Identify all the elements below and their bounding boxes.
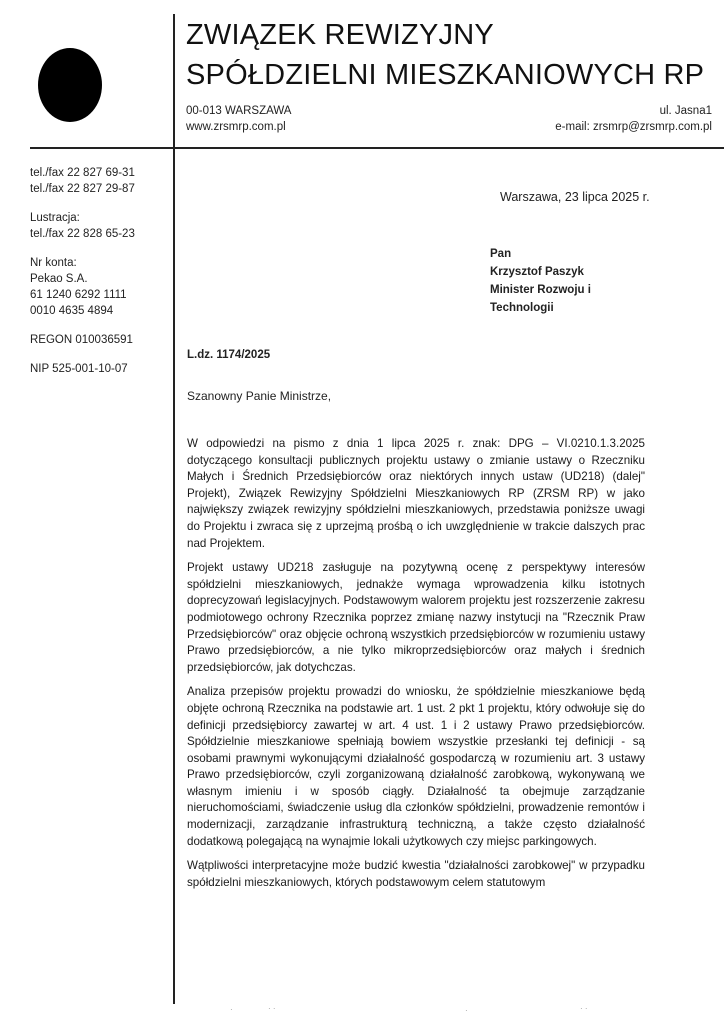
account-label: Nr konta:: [30, 257, 77, 269]
org-name-line1: ZWIĄZEK REWIZYJNY: [186, 19, 494, 51]
body-paragraph: Wątpliwości interpretacyjne może budzić kwestia "działalności zarobkowej" w przypadku spółdzielni mieszkaniowych, których podstawowym celem statutowym: [187, 859, 645, 889]
regon-number: REGON 010036591: [30, 334, 133, 346]
inspection-group: [30, 210, 170, 242]
letter-date: Warszawa, 23 lipca 2025 r.: [500, 190, 650, 204]
body-paragraph: W odpowiedzi na pismo z dnia 1 lipca 2025 r. znak: DPG – VI.0210.1.3.2025 dotyczącego konsultacji publicznych projektu ustawy o zmianie ustawy o Rzeczniku Małych i Średnich Przedsiębiorców oraz niektórych innych ustaw (UD218) (dalej" Projekt), Związek Rewizyjny Spółdzielni Mieszkaniowych RP (ZRSM RP) w jako największy związek rewizyjny spółdzielni mieszkaniowych, przedstawia poniższe uwagi do Projektu i zwraca się z uprzejmą prośbą o ich uwzględnienie w trakcie dalszych prac nad Projektem.: [187, 437, 645, 550]
addressee-line: Technologii: [490, 302, 554, 314]
postal-city: 00-013 WARSZAWA: [186, 105, 292, 117]
scan-speck: · ·: [580, 1004, 588, 1013]
inspection-label: Lustracja:: [30, 212, 80, 224]
addressee-line: Krzysztof Paszyk: [490, 266, 584, 278]
body-paragraph: Analiza przepisów projektu prowadzi do wniosku, że spółdzielnie mieszkaniowe będą objęte ochroną Rzecznika na podstawie art. 1 ust. 2 pkt 1 projektu, który odwołuje się do definicji przedsiębiorcy zawartej w art. 4 ust. 1 i 2 ustawy Prawo przedsiębiorców. Spółdzielnie mieszkaniowe spełniają bowiem wszystkie przesłanki tej definicji - są osobami prawnymi wykonującymi działalność gospodarczą w rozumieniu art. 3 ustawy Prawo przedsiębiorców, czyli zorganizowaną działalność zarobkową, wykonywaną we własnym imieniu i w sposób ciągły. Działalność ta obejmuje zarządzanie nieruchomościami, świadczenie usług dla członków spółdzielni, prowadzenie remontów i modernizacji, zarządzanie infrastrukturą techniczną, a także często działalność dodatkową polegającą na wynajmie lokali użytkowych czy miejsc parkingowych.: [187, 685, 645, 848]
phone-line: tel./fax 22 827 29-87: [30, 183, 135, 195]
addressee-line: Minister Rozwoju i: [490, 284, 591, 296]
org-name-line2: SPÓŁDZIELNI MIESZKANIOWYCH RP: [186, 59, 705, 91]
header-divider: [30, 147, 724, 149]
scan-speck: ·: [230, 1005, 233, 1014]
contact-sidebar: [30, 165, 170, 390]
street-address: ul. Jasna1: [659, 105, 712, 117]
scan-speck: ·: [465, 1006, 468, 1015]
email-link[interactable]: e-mail: zrsmrp@zrsmrp.com.pl: [555, 121, 712, 133]
account-number-part2: 0010 4635 4894: [30, 305, 114, 317]
body-paragraph: Projekt ustawy UD218 zasługuje na pozytywną ocenę z perspektywy interesów spółdzielni mieszkaniowych, jednakże wymaga wprowadzenia kilku istotnych doprecyzowań legislacyjnych. Podstawowym walorem projektu jest rozszerzenie zakresu podmiotowego ochrony Rzecznika poprzez zmianę nazwy instytucji na "Rzecznik Praw Przedsiębiorców" oraz objęcie ochroną wszystkich przedsiębiorców w rozumieniu ustawy Prawo przedsiębiorców, a nie tylko mikroprzedsiębiorców oraz małych i średnich przedsiębiorców, jak dotychczas.: [187, 561, 645, 674]
nip-group: [30, 361, 170, 377]
bank-account-group: [30, 255, 170, 319]
website-link[interactable]: www.zrsmrp.com.pl: [186, 121, 286, 133]
nip-number: NIP 525-001-10-07: [30, 363, 128, 375]
addressee-line: Pan: [490, 248, 512, 260]
scan-speck: · ·: [268, 1004, 276, 1013]
letter-body: [187, 436, 645, 899]
vertical-divider: [173, 14, 175, 1004]
organization-logo: [38, 48, 102, 122]
inspection-phone: tel./fax 22 828 65-23: [30, 228, 135, 240]
phone-line: tel./fax 22 827 69-31: [30, 167, 135, 179]
bank-name: Pekao S.A.: [30, 273, 88, 285]
regon-group: [30, 332, 170, 348]
account-number-part1: 61 1240 6292 1111: [30, 289, 127, 301]
salutation: Szanowny Panie Ministrze,: [187, 389, 332, 403]
reference-number: L.dz. 1174/2025: [187, 349, 271, 361]
phone-group: [30, 165, 170, 197]
addressee-block: [490, 245, 591, 317]
